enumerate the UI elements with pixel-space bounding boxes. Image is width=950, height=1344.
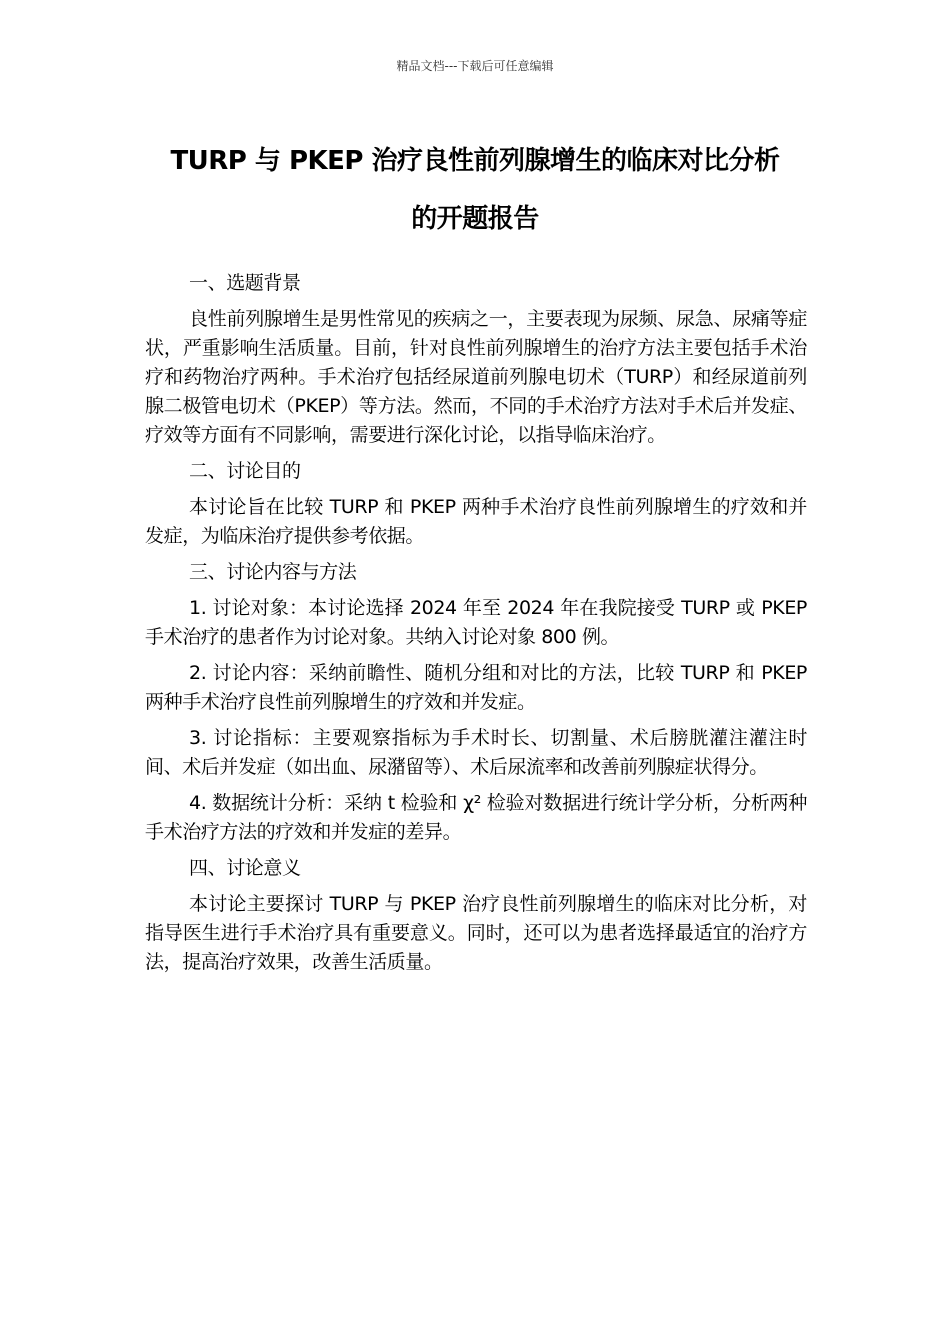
header-note: 精品文档---下载后可任意编辑 <box>396 59 554 73</box>
paragraph-background: 良性前列腺增生是男性常见的疾病之一，主要表现为尿频、尿急、尿痛等症状，严重影响生活质量。目前，针对良性前列腺增生的治疗方法主要包括手术治疗和药物治疗两种。手术治疗包括经尿道前列腺电切术（TURP）和经尿道前列腺二极管电切术（PKEP）等方法。然而，不同的手术治疗方法对手术后并发症、疗效等方面有不同影响，需要进行深化讨论，以指导临床治疗。 <box>145 308 807 446</box>
document-title <box>140 132 810 248</box>
paragraph-significance: 本讨论主要探讨 TURP 与 PKEP 治疗良性前列腺增生的临床对比分析，对指导医生进行手术治疗具有重要意义。同时，还可以为患者选择最适宜的治疗方法，提高治疗效果，改善生活质量。 <box>145 893 807 973</box>
section-heading-significance: 四、讨论意义 <box>189 857 301 879</box>
section-heading-background: 一、选题背景 <box>189 272 301 294</box>
title-line-2: 的开题报告 <box>411 204 539 234</box>
list-item-subjects: 1. 讨论对象：本讨论选择 2024 年至 2024 年在我院接受 TURP 或 PKEP 手术治疗的患者作为讨论对象。共纳入讨论对象 800 例。 <box>145 597 807 648</box>
title-line-1: TURP 与 PKEP 治疗良性前列腺增生的临床对比分析 <box>170 146 780 176</box>
section-heading-purpose: 二、讨论目的 <box>189 460 301 482</box>
section-heading-methods: 三、讨论内容与方法 <box>189 561 357 583</box>
list-item-statistics: 4. 数据统计分析：采纳 t 检验和 χ² 检验对数据进行统计学分析，分析两种手术治疗方法的疗效和并发症的差异。 <box>145 792 807 843</box>
list-item-content: 2. 讨论内容：采纳前瞻性、随机分组和对比的方法，比较 TURP 和 PKEP 两种手术治疗良性前列腺增生的疗效和并发症。 <box>145 662 807 713</box>
list-item-indicators: 3. 讨论指标：主要观察指标为手术时长、切割量、术后膀胱灌注灌注时间、术后并发症（如出血、尿潴留等）、术后尿流率和改善前列腺症状得分。 <box>145 727 807 778</box>
document-body <box>145 269 807 984</box>
paragraph-purpose: 本讨论旨在比较 TURP 和 PKEP 两种手术治疗良性前列腺增生的疗效和并发症，为临床治疗提供参考依据。 <box>145 496 807 547</box>
